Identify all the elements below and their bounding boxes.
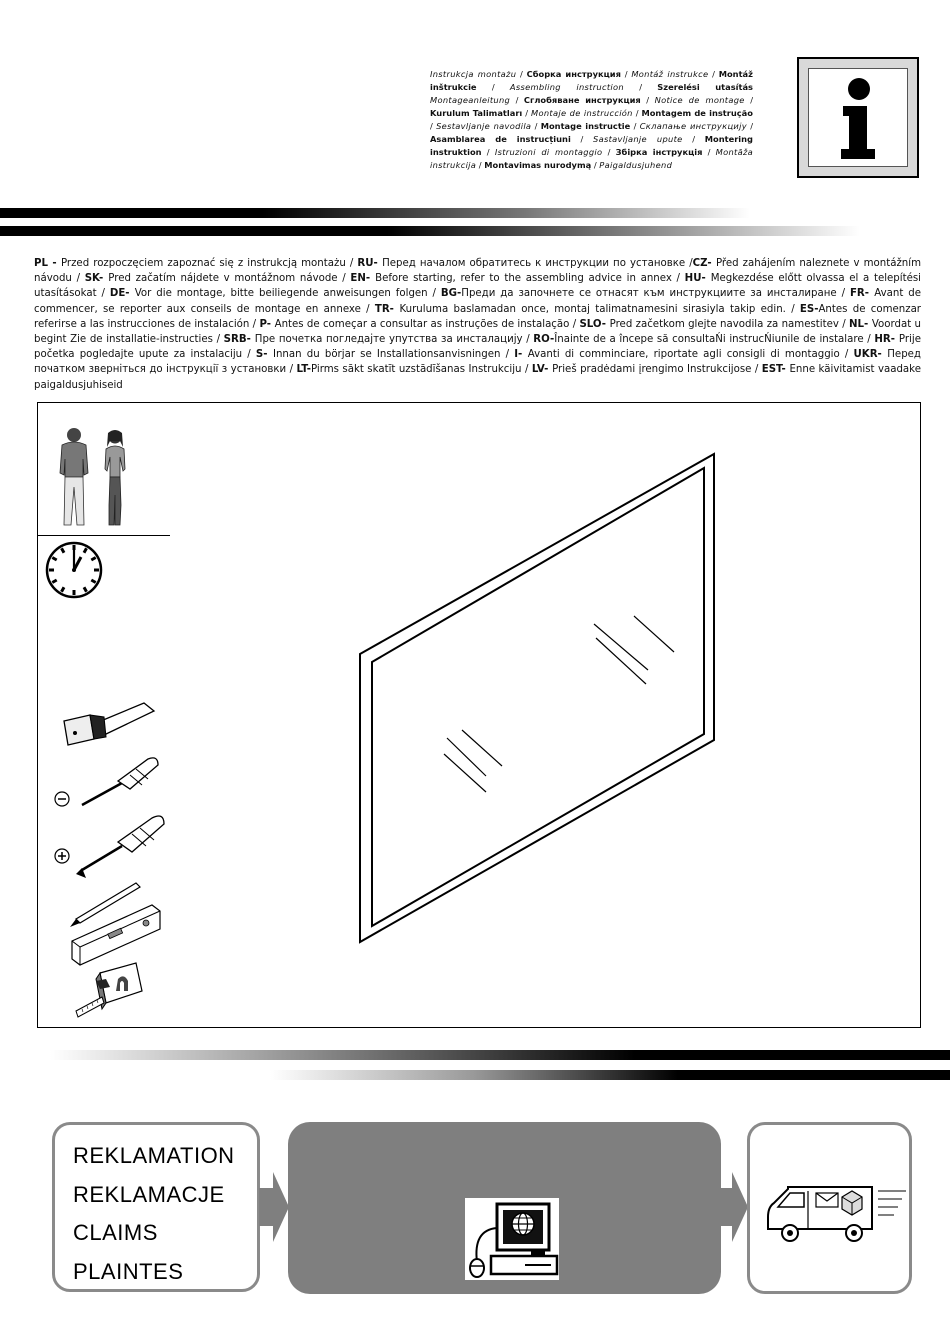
title-segment: Сглобяване инструкция: [523, 95, 641, 105]
title-segment: /: [522, 108, 532, 118]
language-code: RU-: [357, 258, 383, 269]
language-code: ES-: [799, 303, 819, 315]
title-segment: /: [430, 121, 437, 131]
clock-icon: [44, 540, 104, 600]
title-segment: Kurulum Talimatları: [430, 108, 523, 118]
language-code: SRB-: [223, 334, 255, 346]
computer-globe-icon: [465, 1198, 559, 1280]
title-segment: Montāža instrukcija: [430, 147, 754, 170]
intro-text: Vor die montage, bitte beiliegende anweisungen folgen /: [134, 288, 441, 300]
title-segment: /: [746, 121, 754, 131]
intro-text: Перед началом обратитесь к инструкции по установке /: [382, 258, 693, 269]
info-badge: [797, 57, 919, 178]
assembly-frame: [37, 402, 921, 1028]
intro-text: Przed rozpoczęciem zapoznać się z instrukcją montażu /: [60, 258, 358, 269]
title-segment: /: [623, 82, 658, 92]
claims-line-pl: REKLAMACJE: [73, 1181, 225, 1207]
phillips-screwdriver-icon: [52, 808, 168, 882]
language-code: SK-: [84, 273, 109, 285]
intro-text: Kuruluma baslamadan once, montaj talimatnamesini sirasiyla takip edin. /: [399, 303, 800, 315]
language-code: LT-: [296, 364, 311, 376]
intro-text: Пре почетка погледајте упутства за инсталацију /: [254, 334, 534, 346]
language-code: HU-: [684, 273, 711, 285]
title-segment: /: [682, 134, 705, 144]
mirror-illustration: [348, 448, 728, 948]
intro-text: Enne käivitamist vaadake paigaldusjuhiseid: [34, 364, 921, 391]
language-code: S-: [255, 349, 273, 361]
language-code: RO-: [533, 334, 555, 346]
title-segment: Paigaldusjuhend: [599, 160, 673, 170]
delivery-van-icon: [760, 1177, 910, 1249]
language-code: P-: [259, 318, 275, 330]
language-code: NL-: [848, 318, 872, 330]
intro-paragraph: [34, 256, 921, 393]
title-segment: /: [744, 95, 753, 105]
intro-text: Antes de comenzar referirse a las instrucciones de instalación /: [34, 303, 921, 330]
language-code: FR-: [849, 288, 875, 300]
language-code: EST-: [761, 364, 790, 376]
intro-text: Преди да започнете се отнасят към инструкциите за инсталиране /: [461, 288, 850, 300]
intro-text: Before starting, refer to the assembling advice in annex /: [375, 273, 685, 285]
language-code: TR-: [374, 303, 400, 315]
title-segment: Montaje de instrucción: [531, 108, 633, 118]
title-segment: /: [481, 147, 495, 157]
persons-icon: [54, 425, 138, 533]
title-segment: Asamblarea de instrucțiuni: [430, 134, 571, 144]
language-code: EN-: [350, 273, 376, 285]
title-segment: Sestavljanje navodila: [436, 121, 532, 131]
title-segment: /: [708, 69, 719, 79]
title-segment: /: [570, 134, 594, 144]
language-code: UKR-: [853, 349, 888, 361]
intro-text: Prije početka pogledajte upute za instalaciju /: [34, 334, 921, 361]
intro-text: Před zahájením naleznete v montážním návodu /: [34, 258, 922, 285]
title-segment: /: [476, 82, 510, 92]
intro-text: Înainte de a începe să consultaŃi instrucŃiunile de instalare /: [554, 334, 875, 346]
title-segment: /: [630, 121, 640, 131]
flathead-screwdriver-icon: [52, 753, 162, 813]
title-segment: Montáž inštrukcie: [430, 69, 753, 92]
title-segment: Montering instruktion: [430, 134, 753, 157]
online-claims-panel: [288, 1122, 721, 1294]
intro-text: Pirms sākt skatīt uzstādīšanas Instrukciju /: [310, 364, 532, 376]
title-segment: Istruzioni di montaggio: [494, 147, 603, 157]
intro-text: Pred začatím nájdete v montážnom návode /: [108, 273, 351, 285]
language-code: DE-: [109, 288, 135, 300]
claims-line-de: REKLAMATION: [73, 1143, 235, 1168]
hammer-icon: [60, 701, 156, 749]
title-segment: Збірка інструкція: [615, 147, 703, 157]
arrow-right-icon: [259, 1172, 289, 1242]
title-segment: Assembling instruction: [509, 82, 624, 92]
title-segment: /: [640, 95, 655, 105]
divider: [38, 535, 170, 536]
intro-text: Megkezdése előtt olvassa el a telepítési utasításokat /: [34, 273, 922, 300]
title-segment: Montageanleitung: [430, 95, 511, 105]
intro-text: Voordat u begint Zie de installatie-instructies /: [34, 318, 921, 346]
title-segment: Instrukcja montażu: [430, 69, 517, 79]
intro-text: Prieš pradėdami įrengimo Instrukcijose /: [552, 364, 762, 376]
intro-text: Перед початком зверніться до інструкції з установки /: [34, 349, 921, 376]
language-code: BG-: [440, 288, 462, 300]
title-segment: /: [632, 108, 642, 118]
delivery-box: [747, 1122, 912, 1294]
claims-box: [52, 1122, 260, 1292]
decor-stripe: [0, 226, 860, 236]
intro-text: Pred začetkom glejte navodila za namestitev /: [609, 318, 849, 330]
intro-text: Innan du börjar se Installationsanvisningen /: [272, 349, 515, 361]
title-segment: Montagem de instrução: [641, 108, 753, 118]
decor-stripe: [270, 1070, 950, 1080]
language-code: SLO-: [579, 318, 610, 330]
title-segment: Montavimas nurodymą: [484, 160, 592, 170]
tape-measure-icon: [74, 961, 146, 1025]
decor-stripe: [50, 1050, 950, 1060]
title-segment: /: [620, 69, 632, 79]
language-code: I-: [514, 349, 528, 361]
title-segment: /: [591, 160, 600, 170]
arrow-right-icon: [720, 1172, 748, 1242]
title-segment: /: [516, 69, 527, 79]
manual-title: [430, 68, 753, 172]
claims-line-fr: PLAINTES: [73, 1258, 184, 1284]
language-code: PL -: [34, 258, 61, 269]
title-segment: Склапање инструкцију: [639, 121, 747, 131]
title-segment: /: [531, 121, 541, 131]
intro-text: Avanti di comminciare, riportate agli consigli di montaggio /: [527, 349, 854, 361]
decor-stripe: [0, 208, 750, 218]
title-segment: /: [702, 147, 716, 157]
title-segment: /: [476, 160, 485, 170]
language-code: LV-: [531, 364, 553, 376]
title-segment: /: [510, 95, 524, 105]
title-segment: Sastavljanje upute: [593, 134, 683, 144]
title-segment: Notice de montage: [654, 95, 745, 105]
intro-text: Antes de começar a consultar as instruções de instalação /: [274, 318, 580, 330]
title-segment: Montage instructie: [540, 121, 631, 131]
language-code: CZ-: [692, 258, 716, 269]
claims-line-en: CLAIMS: [73, 1220, 158, 1245]
spirit-level-icon: [70, 901, 162, 969]
title-segment: Szerelési utasítás: [657, 82, 753, 92]
title-segment: Сборка инструкция: [526, 69, 621, 79]
intro-text: Avant de commencer, se reporter aux conseils de montage en annexe /: [34, 288, 921, 315]
title-segment: Montáž instrukce: [631, 69, 709, 79]
info-icon: [809, 69, 909, 168]
language-code: HR-: [874, 334, 899, 346]
title-segment: /: [602, 147, 616, 157]
